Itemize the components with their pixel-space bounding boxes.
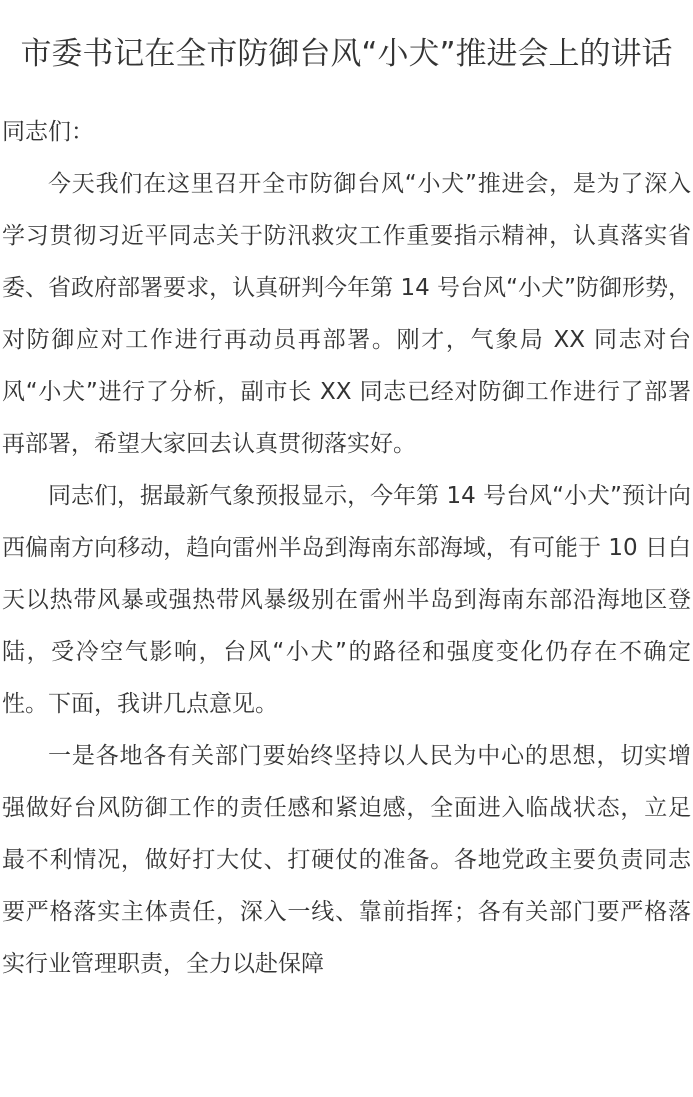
paragraph-3: 一是各地各有关部门要始终坚持以人民为中心的思想，切实增强做好台风防御工作的责任感和紧迫感，全面进入临战状态，立足最不利情况，做好打大仗、打硬仗的准备。各地党政主要负责同志要严格落实主体责任，深入一线、靠前指挥；各有关部门要严格落实行业管理职责，全力以赴保障 xyxy=(2,743,691,977)
document-title: 市委书记在全市防御台风“小犬”推进会上的讲话 xyxy=(20,36,673,72)
paragraph-2: 同志们，据最新气象预报显示，今年第 14 号台风“小犬”预计向西偏南方向移动，趋向雷州半岛到海南东部海域，有可能于 10 日白天以热带风暴或强热带风暴级别在雷州半岛到海南东部沿海地区登陆，受冷空气影响，台风“小犬”的路径和强度变化仍存在不确定性。下面，我讲几点意见。 xyxy=(2,483,691,717)
salutation: 同志们： xyxy=(2,119,94,145)
paragraph-1: 今天我们在这里召开全市防御台风“小犬”推进会，是为了深入学习贯彻习近平同志关于防汛救灾工作重要指示精神，认真落实省委、省政府部署要求，认真研判今年第 14 号台风“小犬”防御形势，对防御应对工作进行再动员再部署。刚才，气象局 XX 同志对台风“小犬”进行了分析，副市长 XX 同志已经对防御工作进行了部署再部署，希望大家回去认真贯彻落实好。 xyxy=(2,171,691,457)
